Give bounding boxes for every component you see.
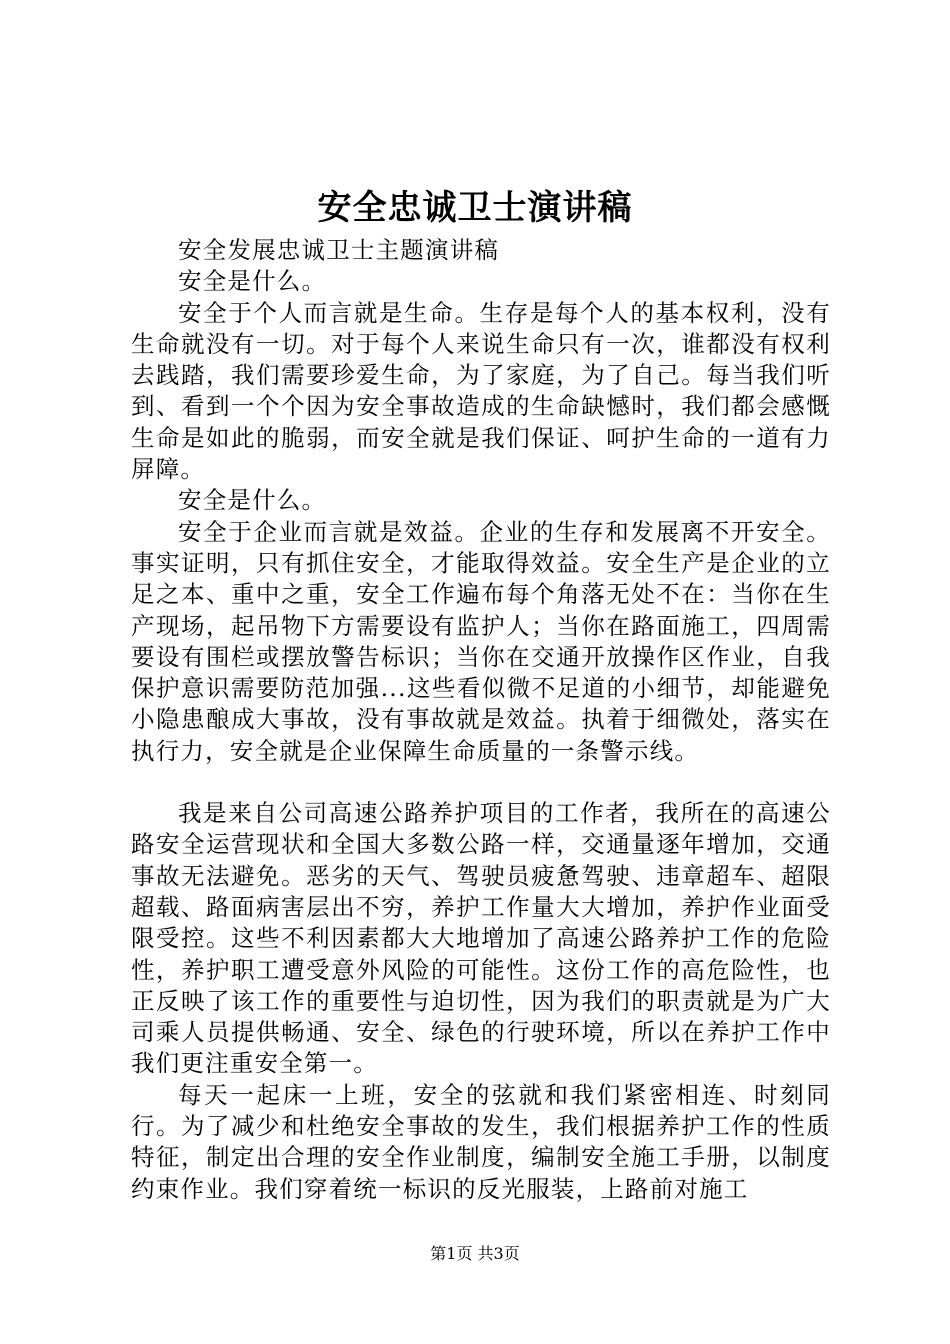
paragraph-subtitle: 安全发展忠诚卫士主题演讲稿 (178, 236, 500, 264)
paragraph-highway-maintenance: 我是来自公司高速公路养护项目的工作者，我所在的高速公路安全运营现状和全国大多数公路一样，交通量逐年增加，交通事故无法避免。恶劣的天气、驾驶员疲惫驾驶、违章超车、超限超载、路面病害层出不穷，养护工作量大大增加，养护作业面受限受控。这些不利因素都大大地增加了高速公路养护工作的危险性，养护职工遭受意外风险的可能性。这份工作的高危险性，也正反映了该工作的重要性与迫切性，因为我们的职责就是为广大司乘人员提供畅通、安全、绿色的行驶环境，所以在养护工作中我们更注重安全第一。 (131, 799, 831, 1078)
paragraph-benefit: 安全于企业而言就是效益。企业的生存和发展离不开安全。事实证明，只有抓住安全，才能取得效益。安全生产是企业的立足之本、重中之重，安全工作遍布每个角落无处不在：当你在生产现场，起吊物下方需要设有监护人；当你在路面施工，四周需要设有围栏或摆放警告标识；当你在交通开放操作区作业，自我保护意识需要防范加强...这些看似微不足道的小细节，却能避免小隐患酿成大事故，没有事故就是效益。执着于细微处，落实在执行力，安全就是企业保障生命质量的一条警示线。 (131, 517, 831, 765)
page-footer: 第1页 共3页 (430, 1244, 520, 1263)
paragraph-question-2: 安全是什么。 (178, 486, 327, 515)
document-body (131, 235, 831, 1205)
paragraph-daily-safety: 每天一起床一上班，安全的弦就和我们紧密相连、时刻同行。为了减少和杜绝安全事故的发生，我们根据养护工作的性质特征，制定出合理的安全作业制度，编制安全施工手册，以制度约束作业。我们穿着统一标识的反光服装，上路前对施工 (131, 1080, 831, 1203)
document-title: 安全忠诚卫士演讲稿 (317, 188, 633, 228)
paragraph-question-1: 安全是什么。 (178, 267, 327, 296)
paragraph-life: 安全于个人而言就是生命。生存是每个人的基本权利，没有生命就没有一切。对于每个人来说生命只有一次，谁都没有权利去践踏，我们需要珍爱生命，为了家庭，为了自己。每当我们听到、看到一个个因为安全事故造成的生命缺憾时，我们都会感慨生命是如此的脆弱，而安全就是我们保证、呵护生命的一道有力屏障。 (131, 298, 831, 484)
